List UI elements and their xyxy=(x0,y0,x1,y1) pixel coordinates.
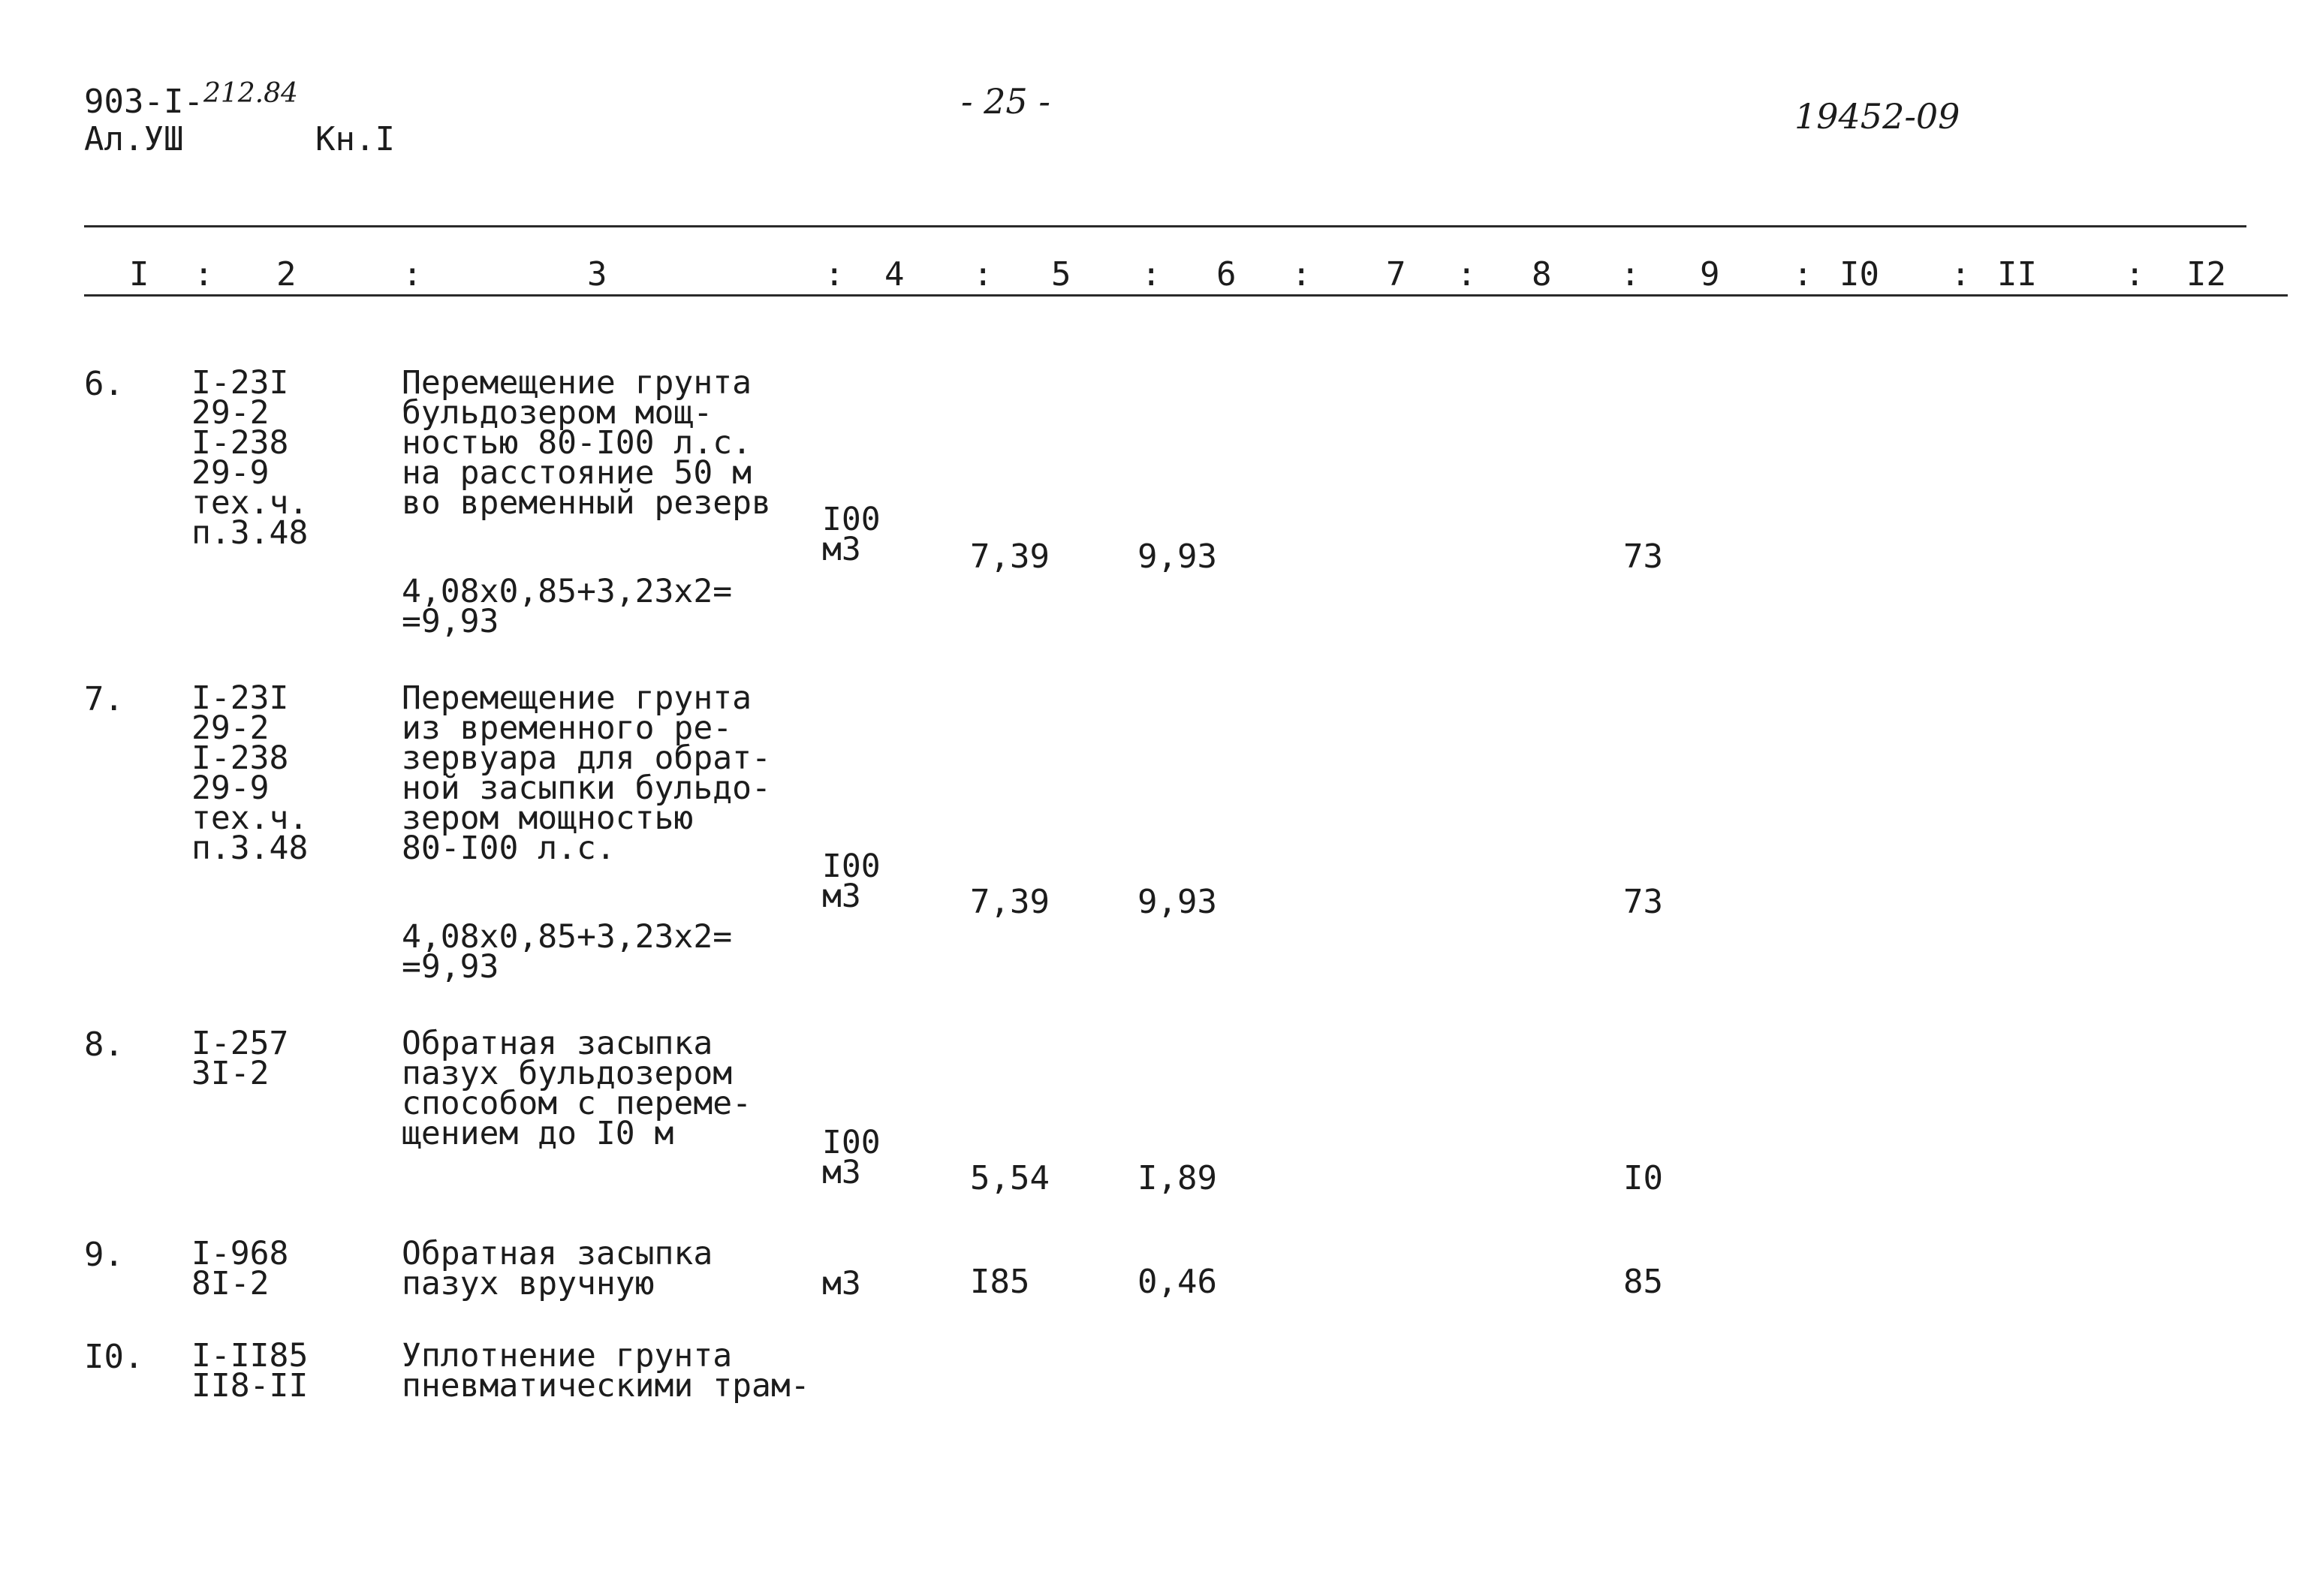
col-header-sep: : xyxy=(1620,255,1641,294)
row-col6: 9,93 xyxy=(1137,538,1217,576)
col-header-5: 5 xyxy=(1051,255,1071,294)
document-code-printed: 903-I- xyxy=(84,83,203,121)
row-number: I0. xyxy=(84,1338,144,1376)
row-col9: 73 xyxy=(1623,538,1663,576)
archive-number: 19452-09 xyxy=(1794,96,1960,137)
row-number: 6. xyxy=(84,365,124,403)
col-header-6: 6 xyxy=(1216,255,1237,294)
col-header-2: 2 xyxy=(276,255,297,294)
row-col6: I,89 xyxy=(1137,1159,1217,1197)
row-description: Обратная засыпка пазух вручную xyxy=(402,1235,713,1302)
row-calculation: 4,08х0,85+3,23х2= =9,93 xyxy=(402,573,733,640)
col-header-sep: : xyxy=(1793,255,1813,294)
row-unit: I00 м3 xyxy=(822,1124,881,1191)
row-description: Перемещение грунта из временного ре- зервуара для обрат- ной засыпки бульдо- зером мощностью 80-I00 л.с. xyxy=(402,679,771,867)
row-description: Уплотнение грунта пневматическими трам- xyxy=(402,1337,810,1405)
page-number: - 25 - xyxy=(961,81,1050,122)
row-codes: I-257 3I-2 xyxy=(191,1025,289,1092)
col-header-sep: : xyxy=(402,255,423,294)
row-col6: 9,93 xyxy=(1137,883,1217,921)
row-codes: I-II85 II8-II xyxy=(191,1337,309,1405)
col-header-3: 3 xyxy=(587,255,607,294)
col-header-sep: : xyxy=(2125,255,2145,294)
row-col5: 7,39 xyxy=(970,883,1050,921)
row-col9: 73 xyxy=(1623,883,1663,921)
col-header-8: 8 xyxy=(1532,255,1552,294)
table-header-rule xyxy=(84,294,2288,297)
row-description: Перемещение грунта бульдозером мощ- ностью 80-I00 л.с. на расстояние 50 м во временный резерв xyxy=(402,364,771,522)
row-unit: I00 м3 xyxy=(822,848,881,915)
col-header-1: I xyxy=(129,255,149,294)
row-unit: I00 м3 xyxy=(822,501,881,568)
row-number: 7. xyxy=(84,680,124,718)
col-header-7: 7 xyxy=(1386,255,1406,294)
row-col5: 5,54 xyxy=(970,1159,1050,1197)
col-header-sep: : xyxy=(1141,255,1162,294)
row-unit: м3 xyxy=(822,1265,861,1302)
col-header-4: 4 xyxy=(884,255,905,294)
col-header-11: II xyxy=(1997,255,2037,294)
col-header-sep: : xyxy=(1951,255,1971,294)
row-calculation: 4,08х0,85+3,23х2= =9,93 xyxy=(402,918,733,986)
col-header-10: I0 xyxy=(1839,255,1879,294)
col-header-12: I2 xyxy=(2186,255,2226,294)
row-description: Обратная засыпка пазух бульдозером способом с переме- щением до I0 м xyxy=(402,1025,752,1152)
row-codes: I-23I 29-2 I-238 29-9 тех.ч. п.3.48 xyxy=(191,364,309,552)
row-col5: 7,39 xyxy=(970,538,1050,576)
document-code-handwritten: 212.84 xyxy=(203,78,298,109)
row-number: 8. xyxy=(84,1025,124,1064)
row-number: 9. xyxy=(84,1236,124,1274)
table-top-rule xyxy=(84,225,2246,227)
col-header-9: 9 xyxy=(1700,255,1720,294)
col-header-sep: : xyxy=(1291,255,1312,294)
row-col5: I85 xyxy=(970,1263,1030,1301)
col-header-sep: : xyxy=(824,255,845,294)
row-codes: I-23I 29-2 I-238 29-9 тех.ч. п.3.48 xyxy=(191,679,309,867)
col-header-sep: : xyxy=(194,255,214,294)
col-header-sep: : xyxy=(1457,255,1477,294)
document-code xyxy=(84,78,298,121)
album-label: Ал.УШ xyxy=(84,120,184,158)
row-codes: I-968 8I-2 xyxy=(191,1235,289,1302)
col-header-sep: : xyxy=(973,255,993,294)
row-col9: I0 xyxy=(1623,1159,1663,1197)
row-col9: 85 xyxy=(1623,1263,1663,1301)
book-label: Кн.I xyxy=(315,120,395,158)
row-col6: 0,46 xyxy=(1137,1263,1217,1301)
